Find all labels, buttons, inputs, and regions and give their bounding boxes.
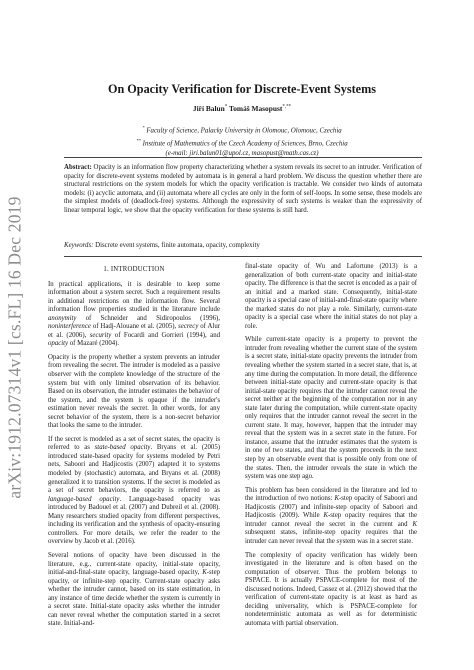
right-column [245, 263, 417, 633]
affiliation-line [40, 123, 444, 136]
paragraph: Opacity is the property whether a system prevents an intruder from revealing the secret. The intruder is modeled as a passive observer with the complete knowledge of the structure of the system but with only limited observation of its behavior. Based on its observation, the intruder estimates the behavior of the system, and the system is opaque if the intruder's estimation never reveals the secret. In other words, for any secret behavior of the system, there is a non-secret behavior that looks the same to the intruder. [48, 353, 220, 430]
abstract-text: Opacity is an information flow property characterizing whether a system reveals its secret to an intruder. Verification of opacity for discrete-event systems modeled by automata is in general a hard problem. We discuss the question whether there are structural restrictions on the system models for which the opacity verification is tractable. We consider two kinds of automata models: (i) acyclic automata, and (ii) automata where all cycles are only in the form of self-loops. In some sense, these models are the simplest models of (deadlock-free) systems. Although the expressivity of such systems is weaker than the expressivity of linear temporal logic, we show that the opacity verification for these systems is still hard. [64, 164, 422, 214]
left-column [48, 266, 220, 634]
paragraph: This problem has been considered in the literature and led to the introduction of two notions: K-step opacity of Saboori and Hadjicostis (2007) and infinite-step opacity of Saboori and Hadjicostis (2009). While K-step opacity requires that the intruder cannot reveal the secret in the current and K subsequent states, infinite-step opacity requires that the intruder can never reveal that the system was in a secret state. [245, 486, 417, 545]
section-heading: 1. INTRODUCTION [103, 266, 165, 273]
abstract-bottom-rule [64, 256, 422, 257]
paragraph: Several notions of opacity have been discussed in the literature, e.g., current-state opacity, initial-state opacity, initial-and-final-state opacity, language-based opacity, K-step opacity, or infinite-step opacity. Current-state opacity asks whether the intruder cannot, based on its state estimation, in any instance of time decide whether the system is currently in a secret state. Initial-state opacity asks whether the intruder can never reveal whether the computation started in a secret state. Initial-and- [48, 551, 220, 628]
author-line [40, 104, 444, 113]
affiliation-text: Institute of Mathematics of the Czech Academy of Sciences, Brno, Czechia [142, 140, 348, 148]
author-name: Jiří Balun [192, 104, 225, 113]
affiliation-mark: * [142, 125, 145, 130]
keywords [64, 242, 422, 251]
paragraph: final-state opacity of Wu and Lafortune (2013) is a generalization of both current-state opacity and initial-state opacity. The difference is that the secret is encoded as a pair of an initial and a marked state. Consequently, initial-state opacity is a special case of initial-and-final-state opacity where the marked states do not play a role. Similarly, current-state opacity is a special case where the initial states do not play a role. [245, 263, 417, 330]
email-line: (e-mail: jiri.balun01@upol.cz, masopust@math.cas.cz) [165, 149, 319, 157]
abstract-top-rule [64, 157, 422, 158]
arxiv-stamp [2, 112, 28, 582]
paragraph: If the secret is modeled as a set of secret states, the opacity is referred to as state-based opacity. Bryans et al. (2005) introduced state-based opacity for systems modeled by Petri nets, Saboori and Hadjicostis (2007) adapted it to systems modeled by (stochastic) automata, and Bryans et al. (2008) generalized it to transition systems. If the secret is modeled as a set of secret behaviors, the opacity is referred to as language-based opacity. Language-based opacity was introduced by Badouel et al. (2007) and Dubreil et al. (2008). Many researchers studied opacity from different perspectives, including its verification and the synthesis of opacity-ensuring controllers. For more details, we refer the reader to the overview by Jacob et al. (2016). [48, 435, 220, 546]
paragraph: In practical applications, it is desirable to keep some information about a system secret. Such a requirement results in additional restrictions on the information flow. Several information flow properties studied in the literature include anonymity of Schneider and Sidiropoulos (1996), noninterference of Hadj-Alouane et al. (2005), secrecy of Alur et al. (2006), security of Focardi and Gorrieri (1994), and opacity of Mazaré (2004). [48, 280, 221, 348]
arxiv-identifier: arXiv:1912.07314v1 [cs.FL] 16 Dec 2019 [4, 195, 25, 499]
author-name: Tomáš Masopust [228, 104, 283, 113]
paragraph: While current-state opacity is a property to prevent the intruder from revealing whether the current state of the system is a secret state, initial-state opacity prevents the intruder from revealing whether the system started in a secret state, that is, at any time during the computation. In more detail, the difference between initial-state opacity and current-state opacity is that initial-state opacity requires that the intruder cannot reveal the secret neither at the beginning of the computation nor in any state later during the computation, while current-state opacity only requires that the intruder cannot reveal the secret in the current state. It may, however, happen that the intruder may reveal that the system was in a secret state in the future. For instance, assume that the intruder estimates that the system is in one of two states, and that the system proceeds in the next step by an observable event that is possible only from one of the states. Then, the intruder reveals the state in which the system was one step ago. [245, 336, 417, 481]
affiliation-text: Faculty of Science, Palacky University in Olomouc, Olomouc, Czechia [146, 127, 342, 135]
affiliation-line [40, 136, 444, 149]
abstract-label: Abstract: [64, 164, 92, 171]
author-mark: *,** [282, 104, 292, 110]
keywords-text: Discrete event systems, finite automata, opacity, complexity [95, 242, 260, 249]
affiliations [40, 123, 444, 158]
paragraph: The complexity of opacity verification has widely been investigated in the literature and is often based on the computation of observer. Thus the problem belongs to PSPACE. It is actually PSPACE-complete for most of the discussed notions. Indeed, Cassez et al. (2012) showed that the verification of current-state opacity is at least as hard as deciding universality, which is PSPACE-complete for nondeterministic automata as well as for deterministic automata with partial observation. [245, 551, 417, 627]
affiliation-mark: ** [136, 137, 141, 143]
keywords-label: Keywords: [64, 242, 94, 249]
paper-title: On Opacity Verification for Discrete-Event Systems [108, 82, 376, 96]
author-mark: * [224, 104, 228, 110]
abstract [64, 164, 422, 215]
